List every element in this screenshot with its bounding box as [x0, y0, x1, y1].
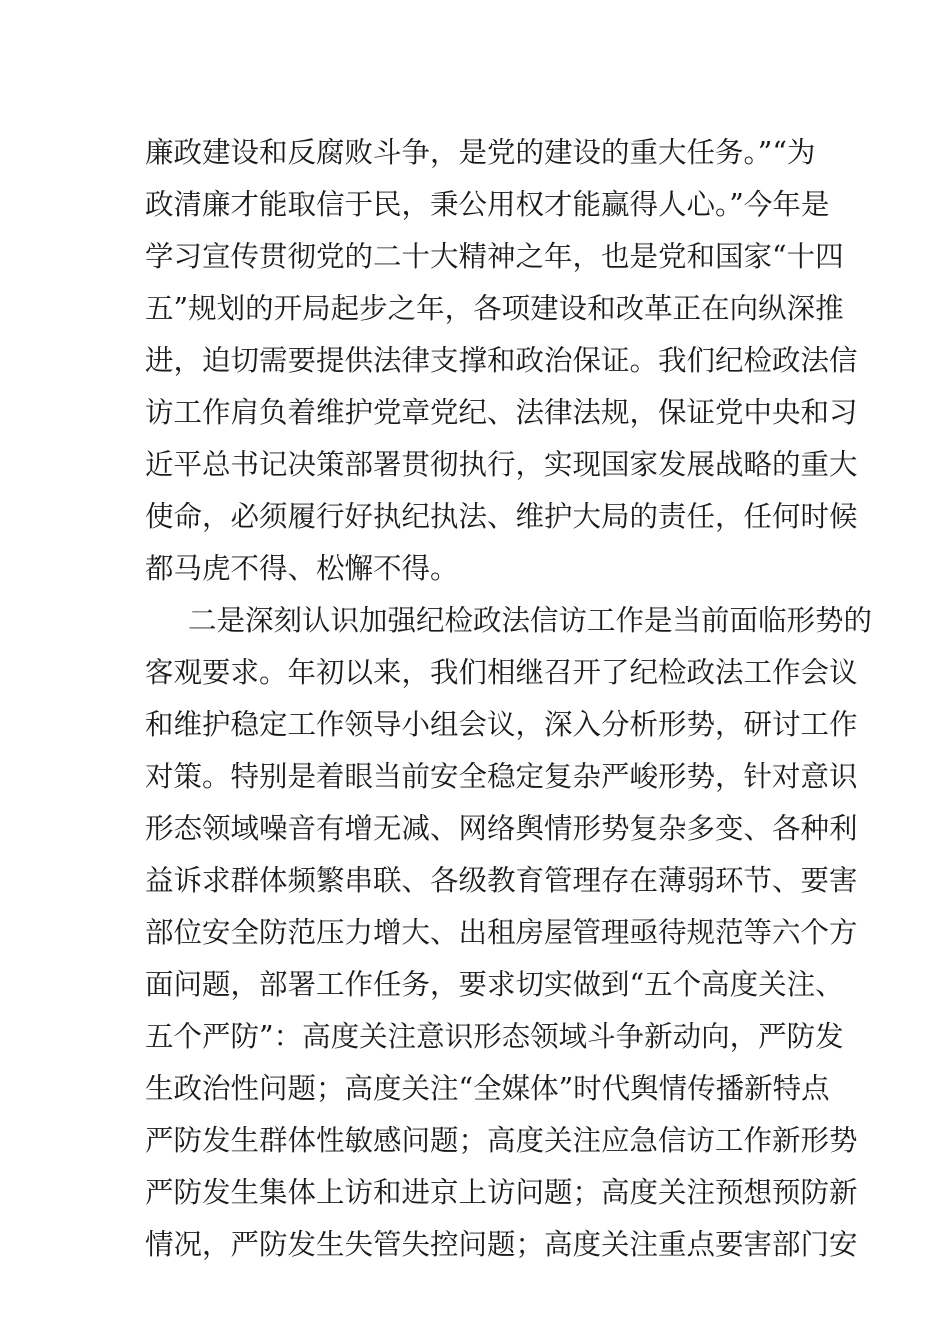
text-line: 情况，严防发生失管失控问题；高度关注重点要害部门安 — [145, 1228, 858, 1261]
text-line: 形态领域噪音有增无减、网络舆情形势复杂多变、各种利 — [145, 812, 858, 845]
text-line: 部位安全防范压力增大、出租房屋管理亟待规范等六个方 — [145, 916, 858, 949]
text-line: 面问题，部署工作任务，要求切实做到“五个高度关注、 — [145, 968, 844, 1001]
text-line: 五”规划的开局起步之年，各项建设和改革正在向纵深推 — [145, 292, 844, 325]
text-line: 益诉求群体频繁串联、各级教育管理存在薄弱环节、要害 — [145, 864, 858, 897]
text-line: 政清廉才能取信于民，秉公用权才能赢得人心。”今年是 — [145, 188, 830, 221]
text-line: 廉政建设和反腐败斗争，是党的建设的重大任务。”“为 — [145, 136, 816, 169]
text-line: 进，迫切需要提供法律支撑和政治保证。我们纪检政法信 — [145, 344, 858, 377]
text-line: 和维护稳定工作领导小组会议，深入分析形势，研讨工作 — [145, 708, 858, 741]
text-line: 客观要求。年初以来，我们相继召开了纪检政法工作会议 — [145, 656, 858, 689]
text-line: 近平总书记决策部署贯彻执行，实现国家发展战略的重大 — [145, 448, 858, 481]
text-line: 五个严防”：高度关注意识形态领域斗争新动向，严防发 — [145, 1020, 844, 1053]
text-line: 严防发生集体上访和进京上访问题；高度关注预想预防新 — [145, 1176, 858, 1209]
text-line: 访工作肩负着维护党章党纪、法律法规，保证党中央和习 — [145, 396, 858, 429]
text-line: 都马虎不得、松懈不得。 — [145, 552, 459, 585]
text-line: 使命，必须履行好执纪执法、维护大局的责任，任何时候 — [145, 500, 858, 533]
text-line: 严防发生群体性敏感问题；高度关注应急信访工作新形势 — [145, 1124, 858, 1157]
text-line: 学习宣传贯彻党的二十大精神之年，也是党和国家“十四 — [145, 240, 844, 273]
text-line: 对策。特别是着眼当前安全稳定复杂严峻形势，针对意识 — [145, 760, 858, 793]
paragraph-first-line: 二是深刻认识加强纪检政法信访工作是当前面临形势的 — [188, 604, 873, 637]
text-line: 生政治性问题；高度关注“全媒体”时代舆情传播新特点 — [145, 1072, 830, 1105]
